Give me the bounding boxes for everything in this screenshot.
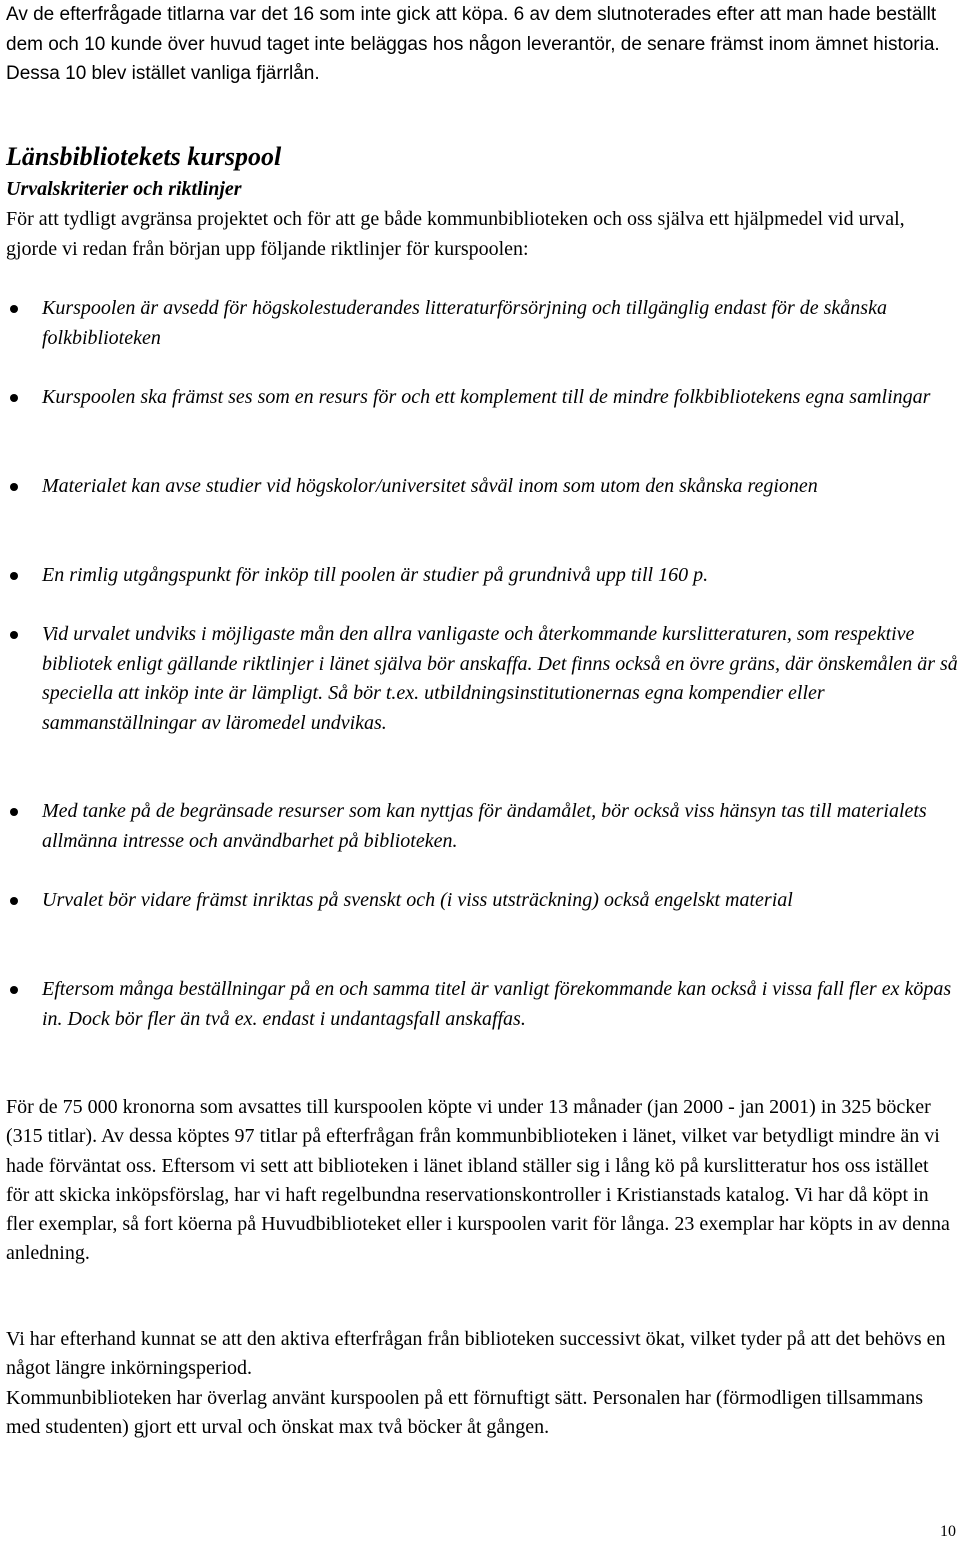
bullet-dot-icon [10,572,18,580]
list-item [42,620,958,738]
bullet-dot-icon [10,897,18,905]
page-number: 10 [940,1523,956,1540]
list-item-text: Eftersom många beställningar på en och samma titel är vanligt förekommande kan också i vissa fall fler ex köpas in. Dock bör fler än två ex. endast i undantagsfall anskaffas. [42,978,952,1030]
list-item-text: Vid urvalet undviks i möjligaste mån den allra vanligaste och återkommande kurslitteraturen, som respektive bibliotek enligt gällande riktlinjer i länet själva bör anskaffa. Det finns också en övre gräns, där önskemålen är så speciella att inköp inte är lämpligt. Så bör t.ex. utbildningsinstitutionernas egna kompendier eller sammanställningar av läromedel undvikas. [42,623,958,734]
bullet-dot-icon [10,808,18,816]
list-item-text: Med tanke på de begränsade resurser som kan nyttjas för ändamålet, bör också viss hänsyn tas till materialets allmänna intresse och användbarhet på biblioteken. [42,800,927,852]
bullet-dot-icon [10,394,18,402]
list-item [42,472,958,502]
list-item [42,975,958,1034]
bullet-dot-icon [10,305,18,313]
list-item-text: Materialet kan avse studier vid högskolor/universitet såväl inom som utom den skånska regionen [42,475,818,497]
list-item [42,294,958,353]
list-item-text: En rimlig utgångspunkt för inköp till poolen är studier på grundnivå upp till 160 p. [42,564,709,586]
list-item [42,561,958,591]
list-item [42,797,958,856]
bullet-dot-icon [10,631,18,639]
list-item-text: Urvalet bör vidare främst inriktas på svenskt och (i viss utsträckning) också engelskt material [42,889,793,911]
section-heading: Länsbibliotekets kurspool [6,142,282,171]
section-lead-paragraph: För att tydligt avgränsa projektet och för att ge både kommunbiblioteken och oss själva ett hjälpmedel vid urval, gjorde vi redan från början upp följande riktlinjer för kurspoolen: [6,208,905,260]
list-item [42,383,958,413]
body-paragraph: Vi har efterhand kunnat se att den aktiva efterfrågan från biblioteken successivt ökat, vilket tyder på att det behövs en något längre inkörningsperiod. [6,1328,946,1380]
intro-paragraph: Av de efterfrågade titlarna var det 16 som inte gick att köpa. 6 av dem slutnoterades efter att man hade beställt dem och 10 kunde över huvud taget inte beläggas hos någon leverantör, de senare främst inom ämnet historia. Dessa 10 blev istället vanliga fjärrlån. [6,4,940,84]
section-subheading: Urvalskriterier och riktlinjer [6,178,242,200]
list-item [42,886,958,916]
list-item-text: Kurspoolen ska främst ses som en resurs för och ett komplement till de mindre folkbibliotekens egna samlingar [42,386,931,408]
bullet-dot-icon [10,483,18,491]
list-item-text: Kurspoolen är avsedd för högskolestuderandes litteraturförsörjning och tillgänglig endast för de skånska folkbiblioteken [42,297,887,349]
bullet-dot-icon [10,986,18,994]
body-paragraph: Kommunbiblioteken har överlag använt kurspoolen på ett förnuftigt sätt. Personalen har (förmodligen tillsammans med studenten) gjort ett urval och önskat max två böcker åt gången. [6,1387,924,1439]
body-paragraph: För de 75 000 kronorna som avsattes till kurspoolen köpte vi under 13 månader (jan 2000 - jan 2001) in 325 böcker (315 titlar). Av dessa köptes 97 titlar på efterfrågan från kommunbiblioteken i länet, vilket var betydligt mindre än vi hade förväntat oss. Eftersom vi sett att biblioteken i länet ibland ställer sig i lång kö på kurslitteratur hos oss istället för att skicka inköpsförslag, har vi haft regelbundna reservationskontroller i Kristianstads katalog. Vi har då köpt in fler exemplar, så fort köerna på Huvudbiblioteket eller i kurspoolen varit för långa. 23 exemplar har köpts in av denna anledning. [6,1096,950,1265]
